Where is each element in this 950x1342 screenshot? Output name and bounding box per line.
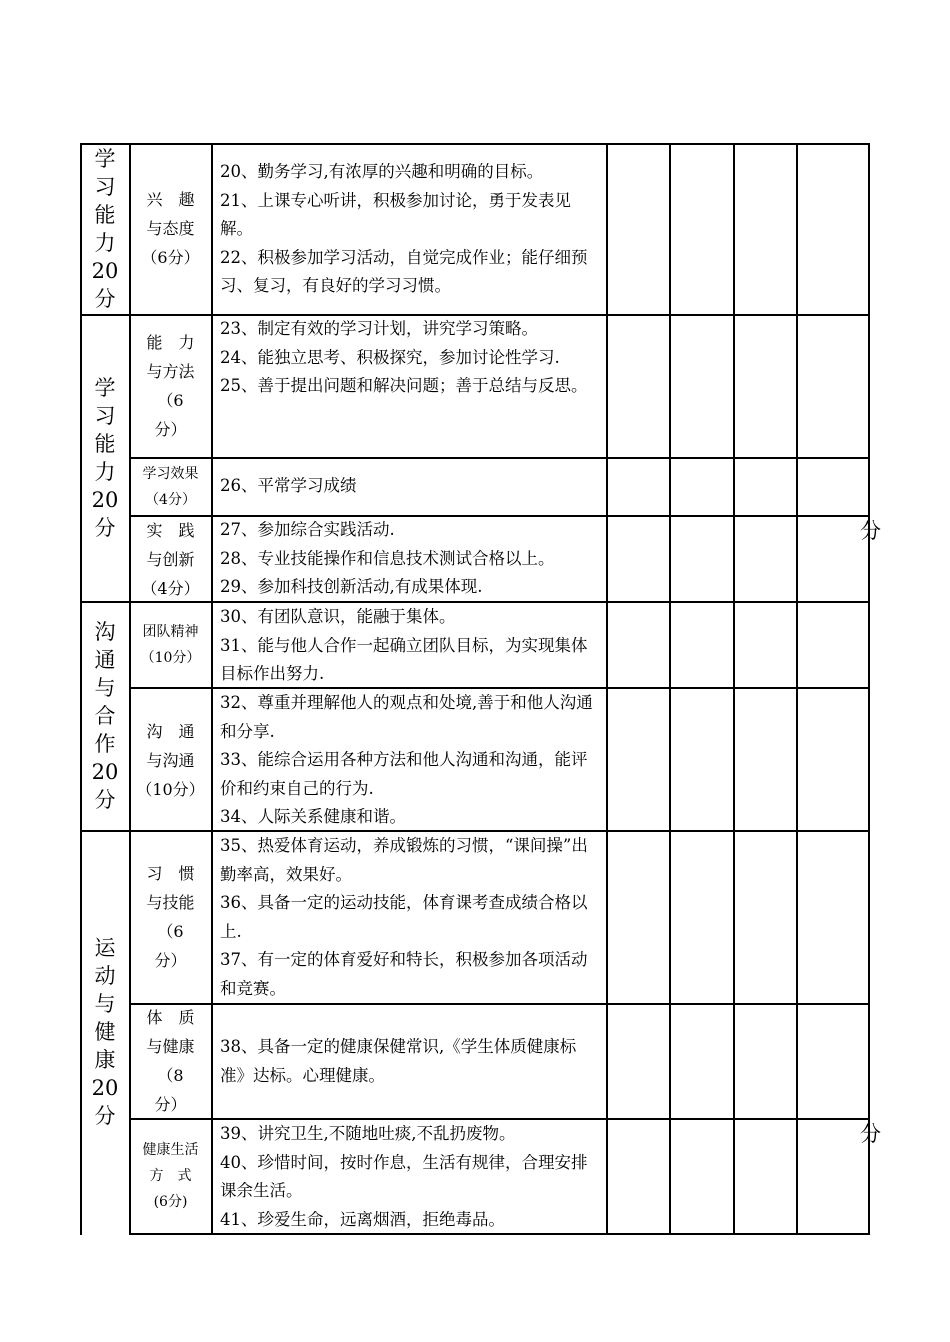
subcategory-line: 兴 趣: [146, 189, 195, 209]
criteria-cell: [212, 603, 606, 689]
margin-mark: 分: [860, 1122, 881, 1146]
category-char: 运: [94, 936, 116, 960]
subcategory-line: 实 践: [146, 520, 195, 540]
subcategory-line: （10分）: [140, 650, 201, 666]
criterion-item: 32、尊重并理解他人的观点和处境,善于和他人沟通和分享.: [220, 693, 593, 741]
subcategory-line: 与技能: [146, 893, 195, 912]
category-char: 合: [94, 704, 116, 728]
subcategory-line: 与方法: [146, 362, 195, 381]
criterion-item: 35、热爱体育运动，养成锻炼的习惯，“课间操”出勤率高，效果好。: [220, 836, 588, 884]
subcategory-cell: [130, 185, 211, 271]
category-char: 20: [91, 760, 119, 784]
criterion-item: 29、参加科技创新活动,有成果体现.: [220, 577, 483, 597]
criterion-item: 30、有团队意识，能融于集体。: [220, 607, 456, 626]
category-char: 习: [94, 404, 116, 428]
subcategory-line: (6分): [153, 1194, 188, 1210]
criteria-cell: [212, 1033, 606, 1090]
category-char: 20: [91, 259, 119, 283]
subcategory-line: 学习效果: [142, 466, 199, 482]
subcategory-line: （8: [157, 1066, 184, 1085]
criterion-item: 31、能与他人合作一起确立团队目标，为实现集体目标作出努力.: [220, 635, 588, 684]
subcategory-line: （4分）: [141, 578, 200, 598]
category-char: 20: [91, 1076, 119, 1100]
criterion-item: 22、积极参加学习活动，自觉完成作业；能仔细预习、复习，有良好的学习习惯。: [220, 247, 588, 296]
subcategory-line: 健康生活: [142, 1142, 199, 1158]
category-cell: [81, 831, 129, 1233]
subcategory-line: （4分）: [145, 492, 196, 508]
category-char: 能: [94, 203, 116, 227]
category-char: 与: [94, 676, 116, 700]
subcategory-line: 能 力: [146, 333, 195, 352]
criterion-item: 24、能独立思考、积极探究，参加讨论性学习.: [220, 347, 560, 367]
category-cell: [81, 602, 129, 830]
criterion-item: 28、专业技能操作和信息技术测试合格以上。: [220, 548, 555, 568]
subcategory-cell: [130, 327, 211, 445]
category-char: 分: [94, 1104, 116, 1128]
category-char: 作: [94, 732, 116, 756]
subcategory-line: 方 式: [149, 1168, 192, 1184]
category-char: 分: [94, 516, 116, 540]
criterion-item: 34、人际关系健康和谐。: [220, 807, 406, 827]
margin-mark: 分: [860, 519, 881, 543]
category-cell: [81, 315, 129, 601]
subcategory-cell: [130, 1120, 211, 1232]
subcategory-line: 体 质: [146, 1008, 195, 1027]
criterion-item: 38、具备一定的健康保健常识,《学生体质健康标准》达标。心理健康。: [220, 1037, 577, 1085]
subcategory-line: （6分）: [141, 247, 200, 267]
category-char: 与: [94, 992, 116, 1016]
criterion-item: 41、珍爱生命，远离烟酒，拒绝毒品。: [220, 1209, 505, 1229]
subcategory-line: 分）: [154, 420, 187, 439]
criteria-cell: [212, 516, 606, 602]
criteria-cell: [212, 472, 606, 501]
category-char: 力: [94, 231, 116, 255]
criterion-item: 27、参加综合实践活动.: [220, 520, 395, 539]
criterion-item: 25、善于提出问题和解决问题；善于总结与反思。: [220, 376, 588, 396]
criteria-cell: [212, 689, 606, 832]
criterion-item: 37、有一定的体育爱好和特长，积极参加各项活动和竞赛。: [220, 950, 588, 998]
subcategory-cell: [130, 459, 211, 515]
criteria-cell: [212, 158, 606, 301]
subcategory-cell: [130, 716, 211, 804]
criterion-item: 23、制定有效的学习计划，讲究学习策略。: [220, 319, 538, 338]
criterion-item: 39、讲究卫生,不随地吐痰,不乱扔废物。: [220, 1124, 516, 1143]
subcategory-line: （6: [157, 922, 184, 941]
subcategory-line: （10分）: [136, 779, 205, 799]
subcategory-line: 分）: [154, 951, 187, 970]
subcategory-line: （6: [157, 391, 184, 410]
criterion-item: 36、具备一定的运动技能，体育课考查成绩合格以上.: [220, 893, 588, 941]
criterion-item: 21、上课专心听讲，积极参加讨论，勇于发表见解。: [220, 190, 571, 239]
subcategory-cell: [130, 858, 211, 976]
subcategory-cell: [130, 1003, 211, 1119]
category-char: 分: [94, 287, 116, 311]
criterion-item: 26、平常学习成绩: [220, 476, 357, 495]
category-char: 健: [94, 1020, 116, 1044]
category-char: 习: [94, 175, 116, 199]
subcategory-line: 与健康: [146, 1037, 195, 1056]
criterion-item: 33、能综合运用各种方法和他人沟通和沟通，能评价和约束自己的行为.: [220, 750, 588, 798]
category-char: 学: [94, 147, 116, 171]
category-char: 通: [94, 648, 116, 672]
category-char: 分: [94, 788, 116, 812]
category-cell: [81, 144, 129, 314]
criteria-cell: [212, 1120, 606, 1234]
criterion-item: 20、勤务学习,有浓厚的兴趣和明确的目标。: [220, 162, 544, 181]
subcategory-line: 与沟通: [146, 750, 195, 770]
subcategory-line: 习 惯: [146, 864, 195, 883]
category-char: 20: [91, 488, 119, 512]
category-char: 康: [94, 1048, 116, 1072]
subcategory-cell: [130, 517, 211, 601]
category-char: 动: [94, 964, 116, 988]
category-char: 沟: [94, 620, 116, 644]
category-char: 能: [94, 432, 116, 456]
subcategory-line: 与态度: [146, 218, 195, 238]
subcategory-line: 分）: [154, 1095, 187, 1114]
criteria-cell: [212, 315, 606, 401]
category-char: 学: [94, 376, 116, 400]
subcategory-cell: [130, 617, 211, 673]
criterion-item: 40、珍惜时间，按时作息，生活有规律，合理安排课余生活。: [220, 1152, 588, 1201]
category-char: 力: [94, 460, 116, 484]
subcategory-line: 团队精神: [142, 624, 199, 640]
subcategory-line: 与创新: [146, 549, 195, 569]
subcategory-line: 沟 通: [146, 721, 195, 741]
criteria-cell: [212, 832, 606, 1004]
